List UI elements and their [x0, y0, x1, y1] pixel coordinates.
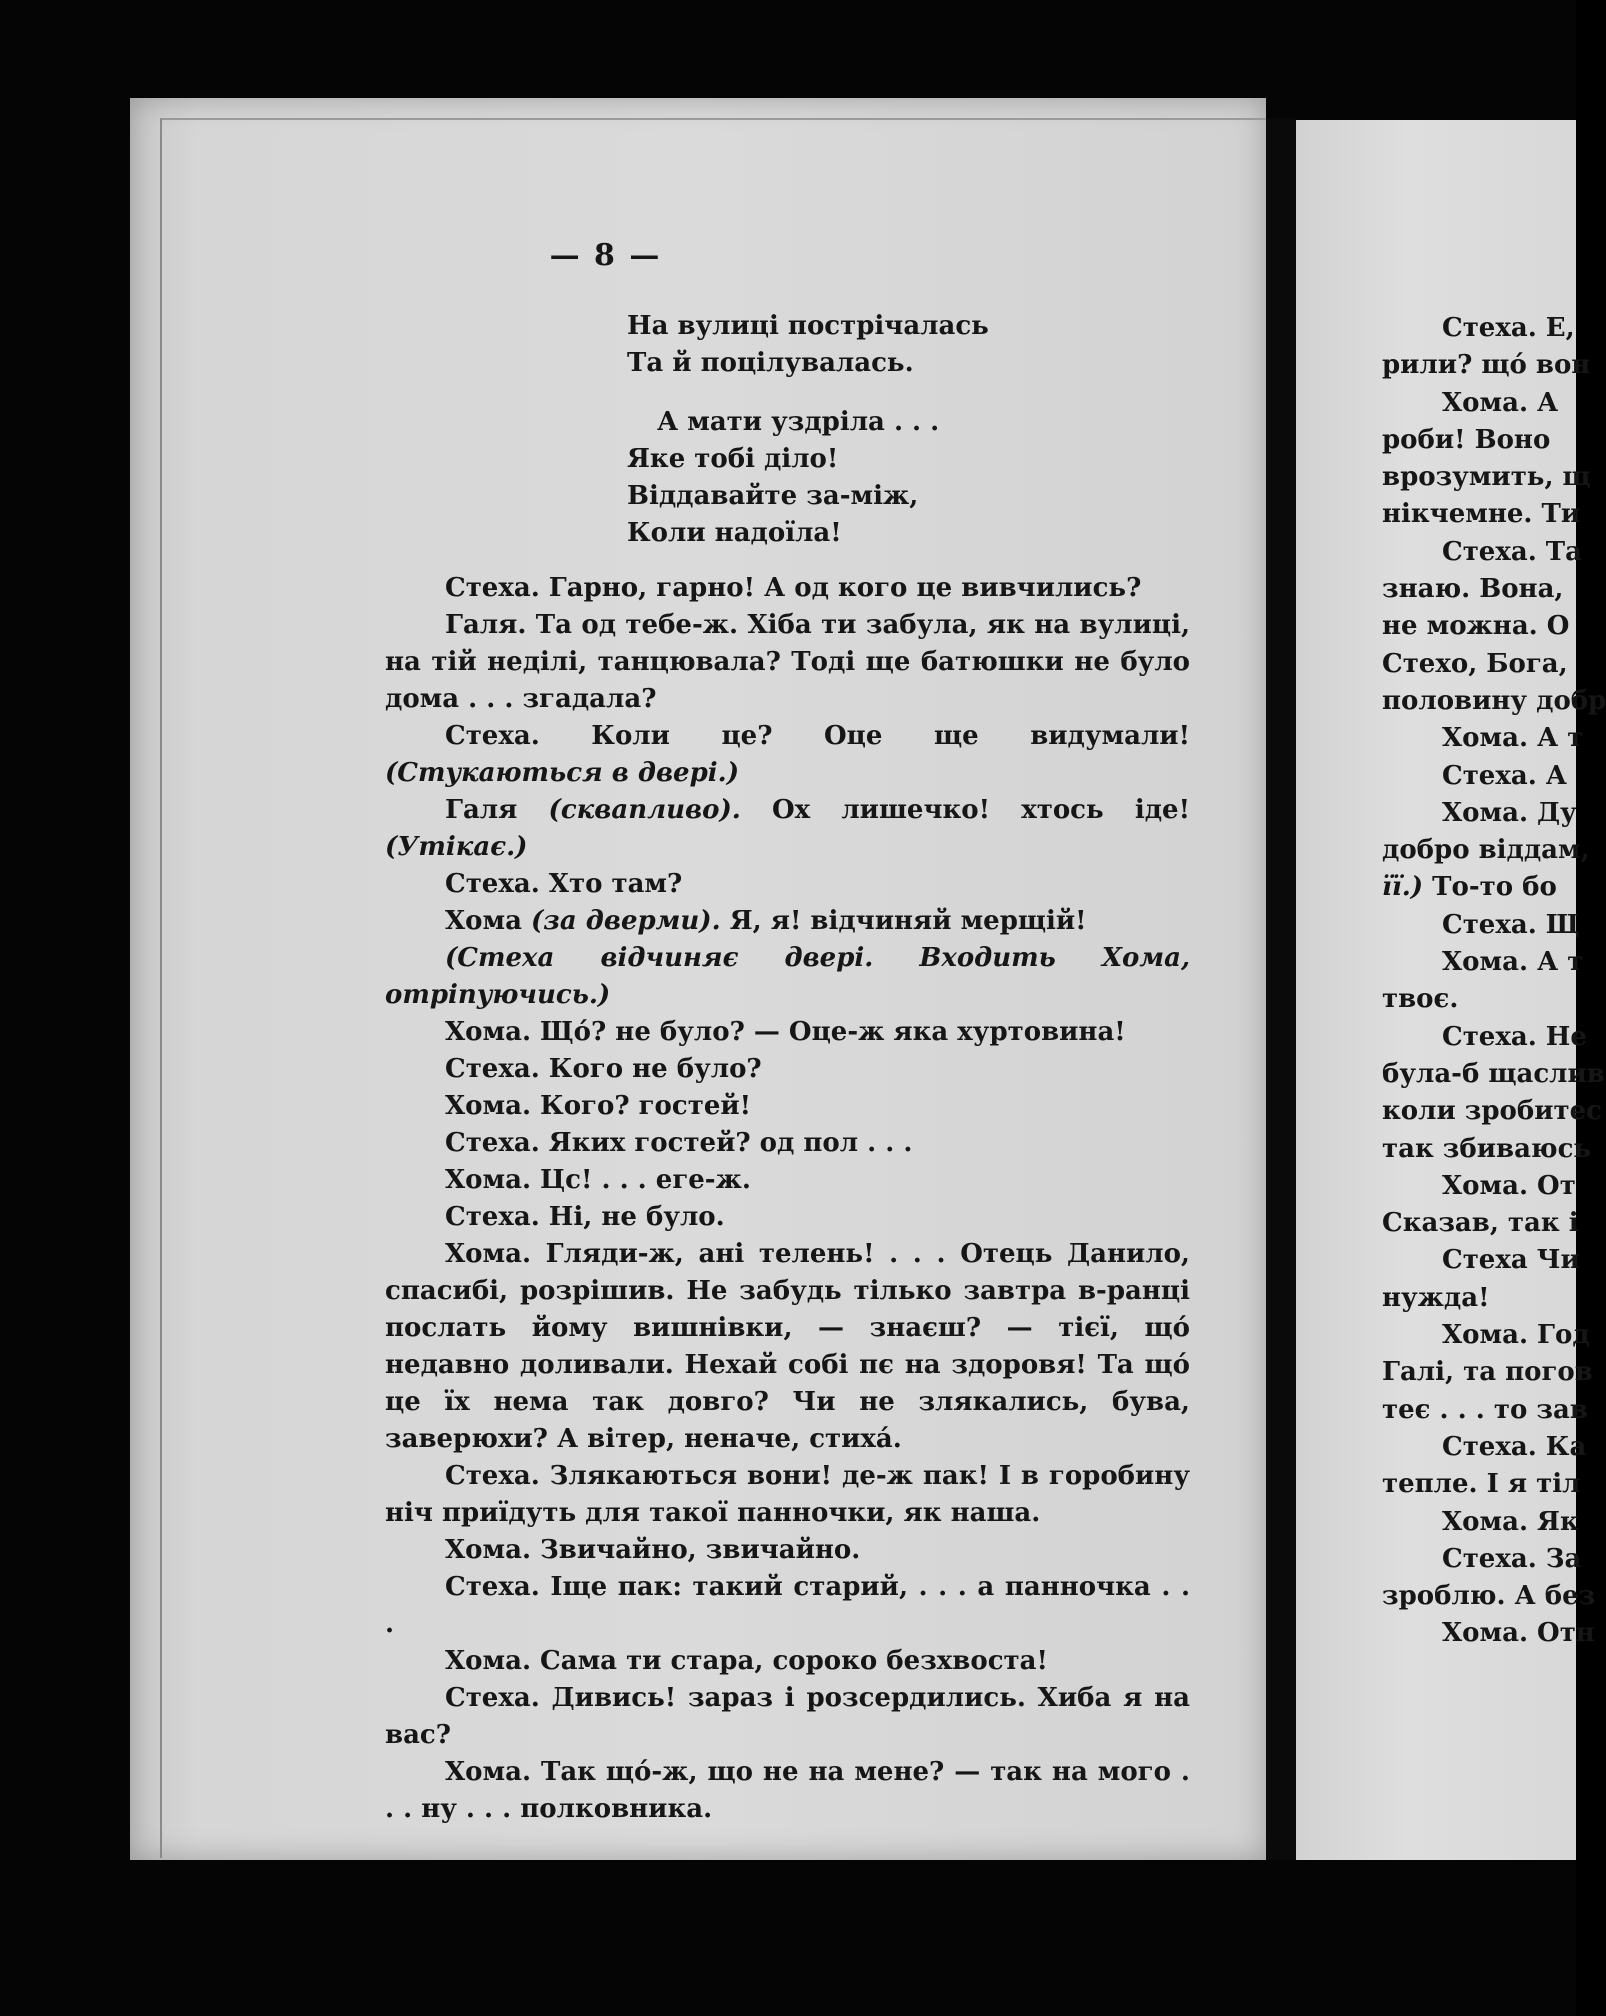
verse-stanza-1 — [627, 308, 989, 382]
speech-text: Щó? не було? — Оце-ж яка хуртовина! — [531, 1017, 1126, 1047]
speaker-name: Стеха. — [445, 1128, 540, 1158]
dialogue-paragraph — [385, 1162, 1190, 1199]
right-page-line: зроблю. А без — [1382, 1581, 1596, 1612]
right-page-line: Стеха. Не — [1442, 1021, 1587, 1052]
stage-direction-fragment: її.) — [1382, 872, 1424, 903]
right-page-line: добро віддам, — [1382, 835, 1590, 866]
right-page-line: твоє. — [1382, 984, 1459, 1015]
speech-text: Гляди-ж, ані телень! . . . Отець Данило, спасибі, розрішив. Не забудь тілько завтра в-ранці послать йому вишнівки, — знаєш? — тієї, щó недавно доливали. Нехай собі пє на здоровя! Та щó це їх нема так довго? Чи не злякались, бува, заверюхи? А вітер, неначе, стихá. — [385, 1239, 1190, 1454]
dialogue-paragraph — [385, 1125, 1190, 1162]
right-page-line: роби! Воно — [1382, 424, 1551, 455]
right-page-line: нужда! — [1382, 1282, 1490, 1313]
speech-text: Звичайно, звичайно. — [531, 1535, 861, 1565]
dialogue-paragraph — [385, 1754, 1190, 1828]
page-number: — 8 — — [549, 238, 662, 273]
dialogue-paragraph — [385, 1014, 1190, 1051]
speech-text: Ні, не було. — [539, 1202, 725, 1232]
right-page-line: Хома. Ду — [1442, 797, 1577, 828]
right-page-line: Стеха. За — [1442, 1543, 1582, 1574]
speech-text: То-то бо — [1423, 872, 1557, 903]
right-page-line: Стеха. Е, — [1442, 313, 1575, 343]
speaker-name: Стеха. — [445, 1683, 540, 1713]
dialogue-paragraph — [385, 1088, 1190, 1125]
dialogue-paragraph — [385, 1051, 1190, 1088]
speech-text: Сама ти стара, сороко безхвоста! — [531, 1646, 1048, 1676]
speech-text: Коли це? Оце ще видумали! — [539, 721, 1190, 751]
stage-direction: (Утікає.) — [385, 832, 528, 862]
right-page-text — [1382, 310, 1606, 1653]
dialogue-paragraph — [385, 570, 1190, 607]
speech-text: Я, я! відчиняй мерщій! — [720, 906, 1087, 936]
dialogue-paragraph — [385, 1532, 1190, 1569]
right-page-line: Хома. Як — [1442, 1506, 1579, 1537]
speech-text: Так щó-ж, що не на мене? — так на мого . . . ну . . . полковника. — [385, 1757, 1190, 1824]
stage-direction: (Стукаються в двері.) — [385, 758, 740, 788]
speech-text: Кого не було? — [539, 1054, 762, 1084]
dialogue-paragraph — [385, 1680, 1190, 1754]
speaker-name: Стеха. — [445, 1202, 540, 1232]
right-page-line: коли зробитес — [1382, 1096, 1603, 1127]
right-page-line: Хома. А — [1442, 387, 1559, 418]
verse-line: Коли надоїла! — [627, 518, 842, 548]
book-gutter — [1266, 118, 1296, 1860]
speech-text: Та од тебе-ж. Хіба ти забула, як на вулиці, на тій неділі, танцювала? Тоді ще батюшки не було дома . . . згадала? — [385, 610, 1190, 714]
dialogue-paragraph — [385, 792, 1190, 866]
speaker-name: Хома. — [445, 1017, 531, 1047]
right-page-line: половину добр — [1382, 685, 1606, 716]
verse-stanza-2 — [627, 404, 939, 552]
speaker-name: Стеха. — [445, 721, 540, 751]
right-page-line: теє . . . то зав — [1382, 1394, 1588, 1425]
speaker-name: Стеха. — [445, 1461, 540, 1491]
right-page-line: Стехо, Бога, — [1382, 648, 1568, 679]
dialogue-paragraph — [385, 718, 1190, 792]
stage-direction: (Стеха відчиняє двері. Входить Хома, отріпуючись.) — [385, 943, 1190, 1010]
speaker-name: Стеха. — [445, 573, 540, 603]
right-page-line: тепле. І я тіл — [1382, 1469, 1581, 1500]
dialogue-paragraph — [385, 1199, 1190, 1236]
dialogue-text — [385, 570, 1190, 1828]
dialogue-paragraph — [385, 1458, 1190, 1532]
right-page-line: Стеха. А — [1442, 760, 1567, 791]
right-page-line: не можна. О — [1382, 611, 1570, 642]
right-page-line: нікчемне. Ти — [1382, 499, 1581, 530]
speaker-name: Стеха. — [445, 1572, 540, 1602]
speaker-name: Хома. — [445, 1757, 531, 1787]
right-page-line: Стеха. Ка — [1442, 1431, 1587, 1462]
speech-text: Дивись! зараз і розсердились. Хиба я на вас? — [385, 1683, 1190, 1750]
verse-line: Та й поцілувалась. — [627, 348, 914, 378]
right-page-line: Хома. А т — [1442, 723, 1584, 754]
speaker-name: Галя — [445, 795, 518, 825]
inline-stage-direction: (за дверми). — [521, 906, 721, 936]
right-page-line: Хома. Год — [1442, 1320, 1590, 1351]
speech-text: Злякаються вони! де-ж пак! І в горобину ніч приїдуть для такої панночки, як наша. — [385, 1461, 1190, 1528]
speaker-name: Хома. — [445, 1165, 531, 1195]
right-page-line: Хома. Отн — [1442, 1618, 1595, 1649]
right-page-line: Стеха. Щ — [1442, 909, 1580, 940]
dialogue-paragraph — [385, 866, 1190, 903]
dialogue-paragraph — [385, 1236, 1190, 1458]
verse-line: А мати уздріла . . . — [657, 407, 940, 437]
right-page-line: так збиваюсь — [1382, 1133, 1592, 1164]
right-page-line: Хома. От — [1442, 1170, 1576, 1201]
right-page-line: Хома. А т — [1442, 947, 1584, 978]
speaker-name: Хома — [445, 906, 522, 936]
speaker-name: Хома. — [445, 1535, 531, 1565]
speaker-name: Хома. — [445, 1091, 531, 1121]
speaker-name: Стеха. — [445, 869, 540, 899]
right-page-line: знаю. Вона, — [1382, 574, 1564, 605]
speech-text: Яких гостей? од пол . . . — [539, 1128, 913, 1158]
verse-line: Віддавайте за-між, — [627, 481, 919, 511]
dialogue-paragraph — [385, 607, 1190, 718]
speech-text: Гарно, гарно! А од кого це вивчились? — [539, 573, 1142, 603]
verse-line: Яке тобі діло! — [627, 444, 839, 474]
inline-stage-direction: (сквапливо). — [517, 795, 741, 825]
right-page-line: врозумить, щ — [1382, 462, 1591, 493]
speech-text: Хто там? — [539, 869, 683, 899]
verse-line: На вулиці пострічалась — [627, 311, 989, 341]
speech-text: Іще пак: такий старий, . . . а панночка . . . — [385, 1572, 1190, 1639]
speaker-name: Хома. — [445, 1239, 531, 1269]
speech-text: Цс! . . . еге-ж. — [531, 1165, 751, 1195]
right-page-line — [1382, 869, 1572, 906]
right-page-line: рили? щó вон — [1382, 350, 1591, 381]
right-page-line: Сказав, так і — [1382, 1208, 1579, 1239]
right-page-line: Стеха. Та — [1442, 536, 1582, 567]
right-page-line: була-б щаслив — [1382, 1058, 1605, 1089]
dialogue-paragraph — [385, 1569, 1190, 1643]
speaker-name: Галя. — [445, 610, 527, 640]
right-page-line: Галі, та погов — [1382, 1357, 1593, 1388]
dialogue-paragraph — [385, 1643, 1190, 1680]
dialogue-paragraph — [385, 903, 1190, 940]
speech-text: Кого? гостей! — [531, 1091, 752, 1121]
speaker-name: Стеха. — [445, 1054, 540, 1084]
right-page-line: Стеха Чи — [1442, 1245, 1580, 1276]
speaker-name: Хома. — [445, 1646, 531, 1676]
speech-text: Ох лишечко! хтось іде! — [740, 795, 1190, 825]
